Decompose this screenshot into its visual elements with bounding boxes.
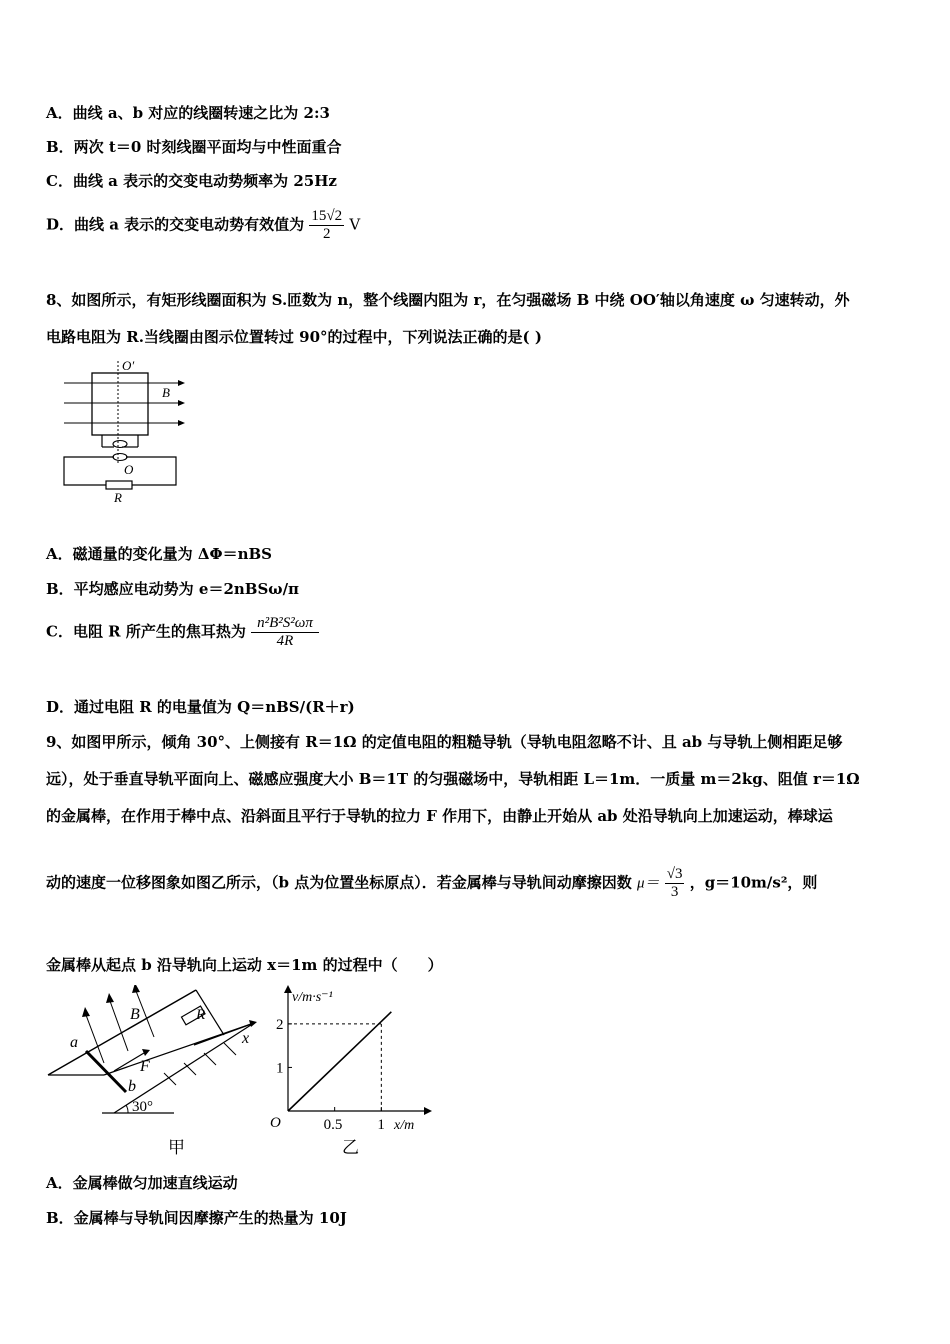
q9-stem-line-1: 9、如图甲所示，倾角 30°、上侧接有 R＝1Ω 的定值电阻的粗糙导轨（导轨电阻忽略不计、且 ab 与导轨上侧相距足够 — [46, 733, 843, 751]
label-o: O — [124, 462, 134, 477]
label-a: a — [70, 1034, 78, 1051]
label-x: x — [242, 1030, 250, 1047]
q8-stem-line-1: 8、如图所示，有矩形线圈面积为 S.匝数为 n，整个线圈内阻为 r，在匀强磁场 B 中绕 OO′轴以角速度 ω 匀速转动，外 — [46, 291, 850, 309]
q9-stem-4-suffix: ，g＝10m/s²，则 — [689, 873, 818, 892]
mu-denominator: 3 — [670, 884, 679, 900]
upper-rail — [48, 990, 196, 1075]
q8-c-numerator: n²B²S²ωπ — [251, 615, 319, 633]
caption-jia: 甲 — [168, 1138, 185, 1157]
q8-option-b: B．平均感应电动势为 e＝2nBSω/π — [46, 580, 300, 598]
velocity-line — [288, 1012, 391, 1111]
q9-stem-line-5: 金属棒从起点 b 沿导轨向上运动 x＝1m 的过程中（ ） — [46, 956, 443, 974]
q7-d-unit: V — [349, 215, 361, 234]
label-r: R — [114, 490, 122, 505]
q7-option-b: B．两次 t＝0 时刻线圈平面均与中性面重合 — [46, 138, 342, 156]
q8-c-denominator: 4R — [276, 633, 294, 649]
q9-option-b: B．金属棒与导轨间因摩擦产生的热量为 10J — [46, 1209, 347, 1227]
q8-option-c — [46, 615, 319, 650]
label-b-field: B — [130, 1006, 140, 1023]
label-force: F — [140, 1058, 150, 1075]
metal-rod — [86, 1051, 126, 1092]
label-b: B — [162, 385, 170, 400]
q9-vx-graph — [262, 985, 442, 1160]
slip-ring-lower — [113, 454, 127, 461]
q9-stem-4-text: 动的速度一位移图象如图乙所示，（b 点为位置坐标原点）．若金属棒与导轨间动摩擦因数 — [46, 873, 632, 892]
q8-stem-line-2: 电路电阻为 R.当线圈由图示位置转过 90°的过程中，下列说法正确的是( ) — [46, 328, 542, 346]
q9-incline-diagram — [44, 985, 264, 1160]
x-axis-label: x/m — [394, 1118, 415, 1133]
q8-option-c-fraction — [251, 615, 319, 650]
q7-option-c: C．曲线 a 表示的交变电动势频率为 25Hz — [46, 172, 337, 190]
mu-symbol: μ＝ — [636, 875, 660, 892]
label-o-prime: O′ — [122, 358, 135, 373]
mu-fraction — [665, 866, 685, 901]
q7-d-denominator: 2 — [323, 226, 331, 242]
coil-rectangle — [92, 373, 148, 435]
q9-stem-line-3: 的金属棒，在作用于棒中点、沿斜面且平行于导轨的拉力 F 作用下，由静止开始从 ab 处沿导轨向上加速运动，棒球运 — [46, 807, 833, 825]
external-circuit-wire — [126, 457, 176, 485]
q8-option-a: A．磁通量的变化量为 ΔΦ＝nBS — [46, 545, 272, 563]
q8-option-c-text: C．电阻 R 所产生的焦耳热为 — [46, 622, 246, 641]
y-tick-label: 1 — [276, 1060, 284, 1077]
q7-option-d — [46, 208, 360, 243]
q8-coil-diagram — [58, 355, 193, 505]
q7-option-a: A．曲线 a、b 对应的线圈转速之比为 2:3 — [46, 104, 330, 122]
q7-option-d-fraction — [309, 208, 344, 243]
origin-label: O — [270, 1115, 281, 1131]
x-tick-label: 1 — [377, 1117, 385, 1133]
x-tick-label: 0.5 — [323, 1117, 343, 1133]
q9-stem-line-4 — [46, 866, 817, 901]
q7-d-numerator: 15√2 — [311, 208, 343, 224]
q8-option-d: D．通过电阻 R 的电量值为 Q＝nBS/(R＋r) — [46, 698, 355, 716]
label-resistor: R — [196, 1007, 206, 1023]
caption-yi: 乙 — [342, 1138, 359, 1157]
mu-numerator: √3 — [666, 866, 683, 882]
q9-stem-line-2: 远），处于垂直导轨平面向上、磁感应强度大小 B＝1T 的匀强磁场中，导轨相距 L＝1m．一质量 m＝2kg、阻值 r＝1Ω — [46, 770, 860, 788]
label-b-point: b — [128, 1078, 136, 1095]
q7-option-d-text: D．曲线 a 表示的交变电动势有效值为 — [46, 215, 305, 234]
y-tick-label: 2 — [276, 1016, 284, 1033]
resistor-symbol — [106, 481, 132, 489]
y-axis-label: v/m·s⁻¹ — [292, 990, 333, 1005]
q9-option-a: A．金属棒做匀加速直线运动 — [46, 1174, 238, 1192]
slip-ring-upper — [113, 441, 127, 448]
label-angle: 30° — [132, 1099, 153, 1115]
